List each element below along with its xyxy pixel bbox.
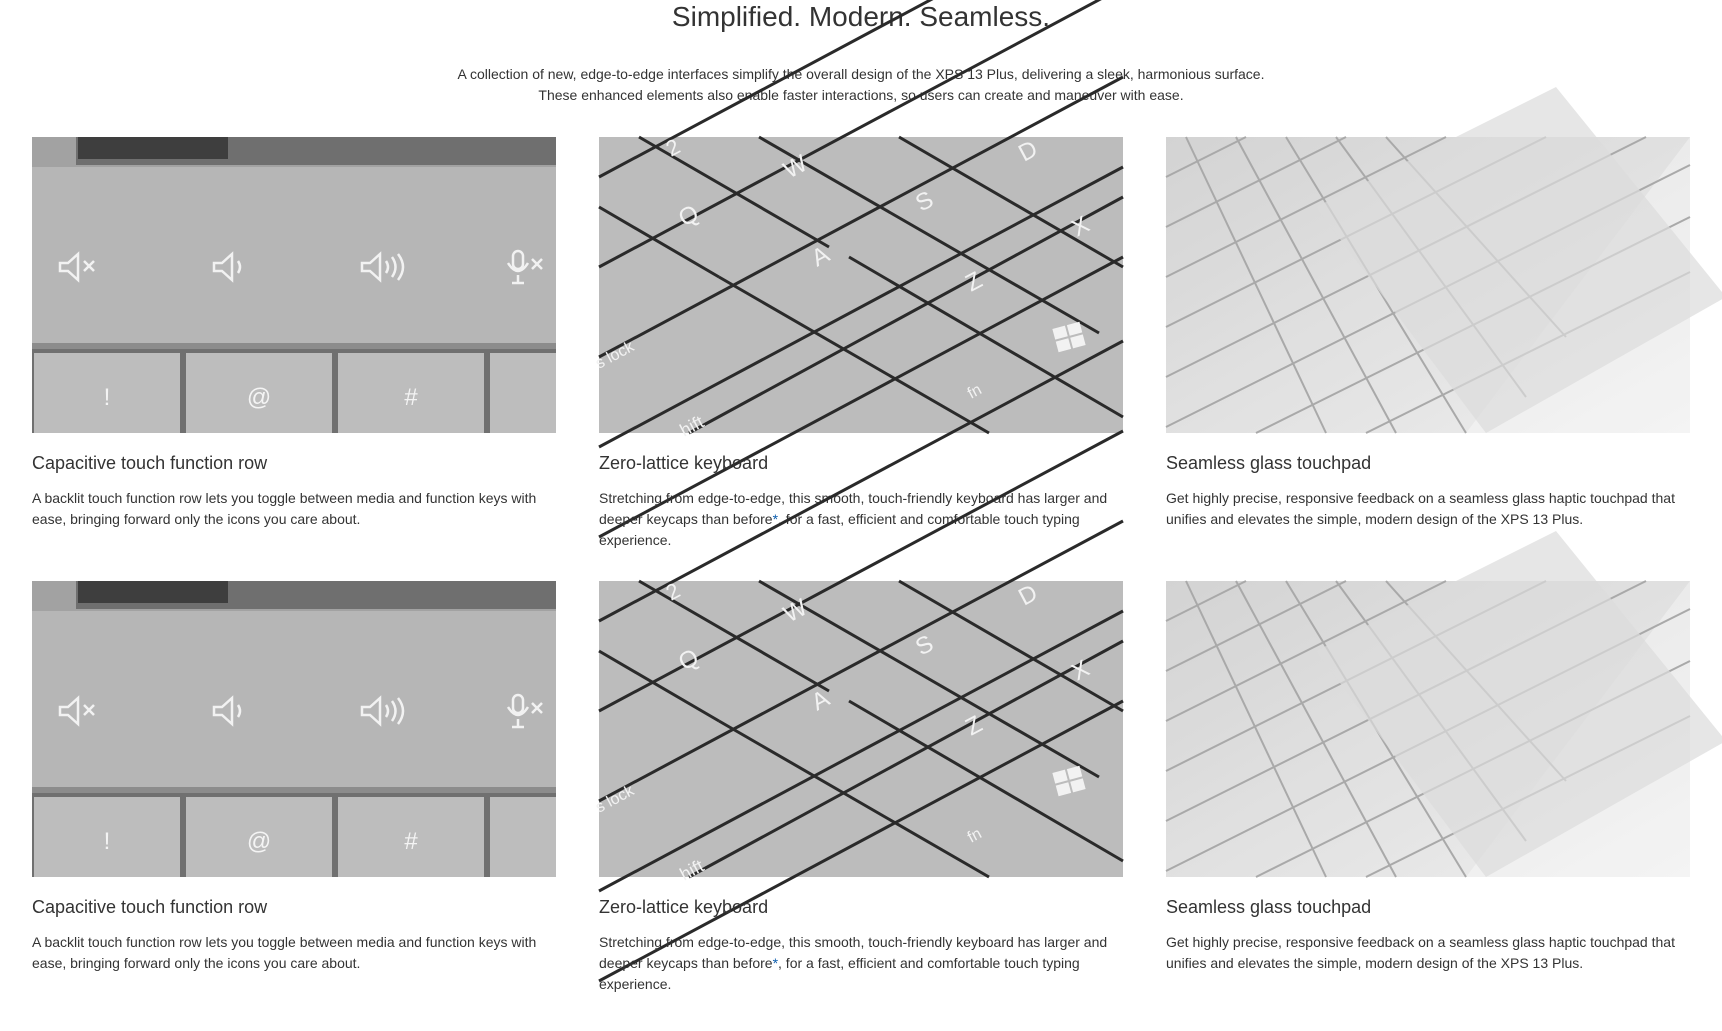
seamless-glass-touchpad-image <box>1166 581 1690 877</box>
feature-card-touchpad <box>1166 137 1690 530</box>
footnote-link[interactable]: * <box>772 955 779 971</box>
key-exclamation: ! <box>103 384 111 411</box>
key-caps-lock: s lock <box>592 782 637 817</box>
key-shift: hift <box>676 855 708 885</box>
card-text-after: , for a fast, efficient and comfortable touch typing experience. <box>599 511 1080 548</box>
key-x: X <box>1067 210 1094 243</box>
section-intro <box>0 64 1722 106</box>
key-hash: # <box>404 384 418 411</box>
key-w: W <box>779 593 812 629</box>
card-title: Capacitive touch function row <box>32 897 268 917</box>
touchpad-illustration <box>1166 137 1690 433</box>
touchpad-illustration <box>1166 581 1690 877</box>
key-shift: hift <box>676 411 708 441</box>
key-q: Q <box>674 199 704 233</box>
card-title: Capacitive touch function row <box>32 453 268 473</box>
feature-card-keyboard <box>592 133 1123 551</box>
feature-card-touch-row <box>32 137 556 530</box>
touch-function-row-illustration <box>32 137 556 433</box>
key-x: X <box>1067 654 1094 687</box>
feature-card-keyboard <box>592 577 1123 995</box>
key-caps-lock: s lock <box>592 338 637 373</box>
card-description <box>599 932 1123 995</box>
card-description <box>599 488 1123 551</box>
card-text-before: Stretching from edge-to-edge, this smooth, touch-friendly keyboard has larger and deeper keycaps than before <box>599 490 1108 527</box>
key-z: Z <box>961 266 987 298</box>
key-s: S <box>911 629 938 662</box>
zero-lattice-keyboard-image <box>592 133 1123 441</box>
card-text-before: Stretching from edge-to-edge, this smooth, touch-friendly keyboard has larger and deeper keycaps than before <box>599 934 1108 971</box>
key-w: W <box>779 149 812 185</box>
key-hash: # <box>404 828 418 855</box>
card-description: Get highly precise, responsive feedback on a seamless glass haptic touchpad that unifies and elevates the simple, modern design of the XPS 13 Plus. <box>1166 934 1675 971</box>
key-at: @ <box>246 828 272 855</box>
card-title: Zero-lattice keyboard <box>599 453 769 473</box>
key-z: Z <box>961 710 987 742</box>
touch-function-row-image <box>32 137 556 433</box>
card-title: Seamless glass touchpad <box>1166 897 1372 917</box>
key-q: Q <box>674 643 704 677</box>
keyboard-illustration <box>592 577 1123 885</box>
touch-function-row-image <box>32 581 556 877</box>
section-headline: Simplified. Modern. Seamless. <box>671 1 1051 32</box>
card-description: A backlit touch function row lets you toggle between media and function keys with ease, bringing forward only the icons you care about. <box>32 490 537 527</box>
zero-lattice-keyboard-image <box>592 577 1123 885</box>
key-a: A <box>807 684 834 717</box>
key-fn: fn <box>964 825 985 847</box>
intro-line-2: These enhanced elements also enable faster interactions, so users can create and maneuver with ease. <box>538 87 1184 103</box>
key-at: @ <box>246 384 272 411</box>
key-2: 2 <box>661 577 685 606</box>
footnote-link[interactable]: * <box>772 511 779 527</box>
card-title: Zero-lattice keyboard <box>599 897 769 917</box>
key-exclamation: ! <box>103 828 111 855</box>
key-d: D <box>1014 579 1043 612</box>
card-description: A backlit touch function row lets you toggle between media and function keys with ease, bringing forward only the icons you care about. <box>32 934 537 971</box>
intro-line-1: A collection of new, edge-to-edge interfaces simplify the overall design of the XPS 13 Plus, delivering a sleek, harmonious surface. <box>457 66 1265 82</box>
key-a: A <box>807 240 834 273</box>
card-description: Get highly precise, responsive feedback on a seamless glass haptic touchpad that unifies and elevates the simple, modern design of the XPS 13 Plus. <box>1166 490 1675 527</box>
key-fn: fn <box>964 381 985 403</box>
feature-card-touchpad <box>1166 581 1690 974</box>
seamless-glass-touchpad-image <box>1166 137 1690 433</box>
key-2: 2 <box>661 133 685 162</box>
key-d: D <box>1014 135 1043 168</box>
card-text-after: , for a fast, efficient and comfortable touch typing experience. <box>599 955 1080 992</box>
keyboard-illustration <box>592 133 1123 441</box>
touch-function-row-illustration <box>32 581 556 877</box>
key-s: S <box>911 185 938 218</box>
feature-card-touch-row <box>32 581 556 974</box>
card-title: Seamless glass touchpad <box>1166 453 1372 473</box>
